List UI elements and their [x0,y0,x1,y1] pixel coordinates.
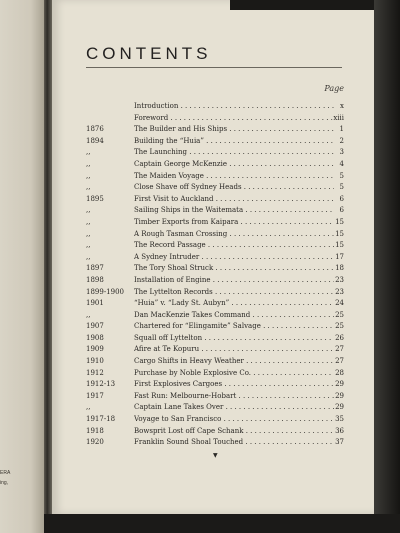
entry-year: 1901 [86,299,104,308]
entry-title: Chartered for “Elingamite” Salvage . . . [134,321,334,333]
entry-year: ,, [86,241,91,250]
entry-year: ,, [86,403,91,412]
contents-entry [86,414,344,426]
entry-page: 5 [339,183,344,192]
entry-title: The Tory Shoal Struck . . . [134,263,334,275]
entry-title: “Huia” v. “Lady St. Aubyn” . . . [134,298,334,310]
entry-year: 1912 [86,368,104,377]
entry-title: Timber Exports from Kaipara . . . [134,217,334,229]
contents-entry [86,437,344,449]
entry-page: 29 [335,380,344,389]
left-page-text-fragment [0,468,30,488]
entry-page: 18 [335,264,344,273]
entry-page: 25 [335,322,344,331]
entry-year: 1912-13 [86,380,116,389]
contents-entry [86,252,344,264]
contents-entry [86,229,344,241]
entry-title: Dan MacKenzie Takes Command . . . [134,310,334,322]
contents-entry [86,287,344,299]
entry-year: ,, [86,229,91,238]
entry-page: 35 [335,415,344,424]
entry-page: 6 [339,194,344,203]
entry-year: ,, [86,206,91,215]
entry-page: 5 [339,171,344,180]
contents-entry [86,113,344,125]
entry-year: 1907 [86,322,104,331]
entry-page: 15 [335,229,344,238]
entry-title: Cargo Shifts in Heavy Weather . . . [134,356,334,368]
left-page-fragment-1: ERA [0,470,11,476]
contents-entry [86,240,344,252]
entry-title: Sailing Ships in the Waitemata . . . [134,205,334,217]
entry-title: The Lyttelton Records . . . [134,287,334,299]
entry-title: First Visit to Auckland . . . [134,194,334,206]
entry-page: x [340,102,344,110]
entry-year: ,, [86,159,91,168]
entry-year: 1899-1900 [86,287,124,296]
entry-page: 37 [335,438,344,447]
entry-page: 26 [335,333,344,342]
entry-page: 24 [335,299,344,308]
book-gutter [44,0,52,533]
contents-entry [86,182,344,194]
entry-page: 6 [339,206,344,215]
entry-year: ,, [86,171,91,180]
entry-year: 1894 [86,136,104,145]
contents-entry [86,171,344,183]
entry-title: A Sydney Intruder . . . [134,252,334,264]
entry-page: 36 [335,426,344,435]
entry-page: 27 [335,357,344,366]
entry-year: 1920 [86,438,104,447]
contents-list [86,101,344,449]
entry-page: 15 [335,217,344,226]
entry-year: 1897 [86,264,104,273]
entry-year: ,, [86,252,91,261]
entry-title: Introduction . . . [134,101,334,113]
contents-entry [86,136,344,148]
entry-year: 1909 [86,345,104,354]
contents-entry [86,321,344,333]
entry-page: 23 [335,275,344,284]
entry-page: xiii [333,113,344,122]
contents-entry [86,379,344,391]
entry-title: Voyage to San Francisco . . . [134,414,334,426]
entry-year: ,, [86,183,91,192]
entry-title: Franklin Sound Shoal Touched . . . [134,437,334,449]
entry-page: 1 [339,125,344,134]
entry-year: ,, [86,217,91,226]
top-shadow [230,0,374,10]
entry-title: The Maiden Voyage . . . [134,171,334,183]
contents-entry [86,124,344,136]
entry-year: 1895 [86,194,104,203]
entry-title: The Builder and His Ships . . . [134,124,334,136]
entry-title: Purchase by Noble Explosive Co. . . . [134,368,334,380]
page-title: CONTENTS [86,44,212,63]
entry-title: Close Shave off Sydney Heads . . . [134,182,334,194]
contents-entry [86,194,344,206]
left-page-fragment-2: ing, [0,480,9,486]
entry-title: Building the “Huia” . . . [134,136,334,148]
entry-year: 1876 [86,125,104,134]
contents-entry [86,310,344,322]
entry-page: 29 [335,391,344,400]
contents-entry [86,263,344,275]
entry-year: 1918 [86,426,104,435]
entry-page: 2 [339,136,344,145]
continuation-arrow-icon: ▼ [213,452,218,459]
contents-entry [86,147,344,159]
book-edge [374,0,400,533]
contents-entry [86,402,344,414]
entry-page: 28 [335,368,344,377]
entry-page: 3 [339,148,344,157]
entry-year: 1917 [86,391,104,400]
title-rule [86,67,342,68]
entry-title: First Explosives Cargoes . . . [134,379,334,391]
entry-title: Foreword . . . [134,113,334,125]
entry-page: 29 [335,403,344,412]
entry-title: Fast Run: Melbourne-Hobart . . . [134,391,334,403]
contents-entry [86,391,344,403]
contents-entry [86,217,344,229]
entry-page: 27 [335,345,344,354]
contents-entry [86,368,344,380]
entry-page: 15 [335,241,344,250]
entry-title: Afire at Te Kopuru . . . [134,344,334,356]
contents-entry [86,275,344,287]
entry-year: ,, [86,310,91,319]
contents-entry [86,101,344,113]
contents-entry [86,298,344,310]
entry-title: The Record Passage . . . [134,240,334,252]
entry-year: 1908 [86,333,104,342]
entry-title: Captain Lane Takes Over . . . [134,402,334,414]
entry-page: 17 [335,252,344,261]
entry-page: 25 [335,310,344,319]
bottom-shadow [44,514,400,533]
contents-entry [86,344,344,356]
entry-title: Bowsprit Lost off Cape Schank . . . [134,426,334,438]
entry-page: 4 [339,159,344,168]
entry-page: 23 [335,287,344,296]
entry-title: Installation of Engine . . . [134,275,334,287]
entry-title: Squall off Lyttelton . . . [134,333,334,345]
entry-title: The Launching . . . [134,147,334,159]
contents-entry [86,426,344,438]
contents-entry [86,333,344,345]
entry-year: 1910 [86,357,104,366]
contents-entry [86,159,344,171]
contents-entry [86,356,344,368]
contents-entry [86,205,344,217]
entry-year: ,, [86,148,91,157]
entry-title: A Rough Tasman Crossing . . . [134,229,334,241]
page-column-header: Page [324,84,344,93]
entry-title: Captain George McKenzie . . . [134,159,334,171]
left-page [0,0,44,533]
entry-year: 1917-18 [86,415,116,424]
entry-year: 1898 [86,275,104,284]
